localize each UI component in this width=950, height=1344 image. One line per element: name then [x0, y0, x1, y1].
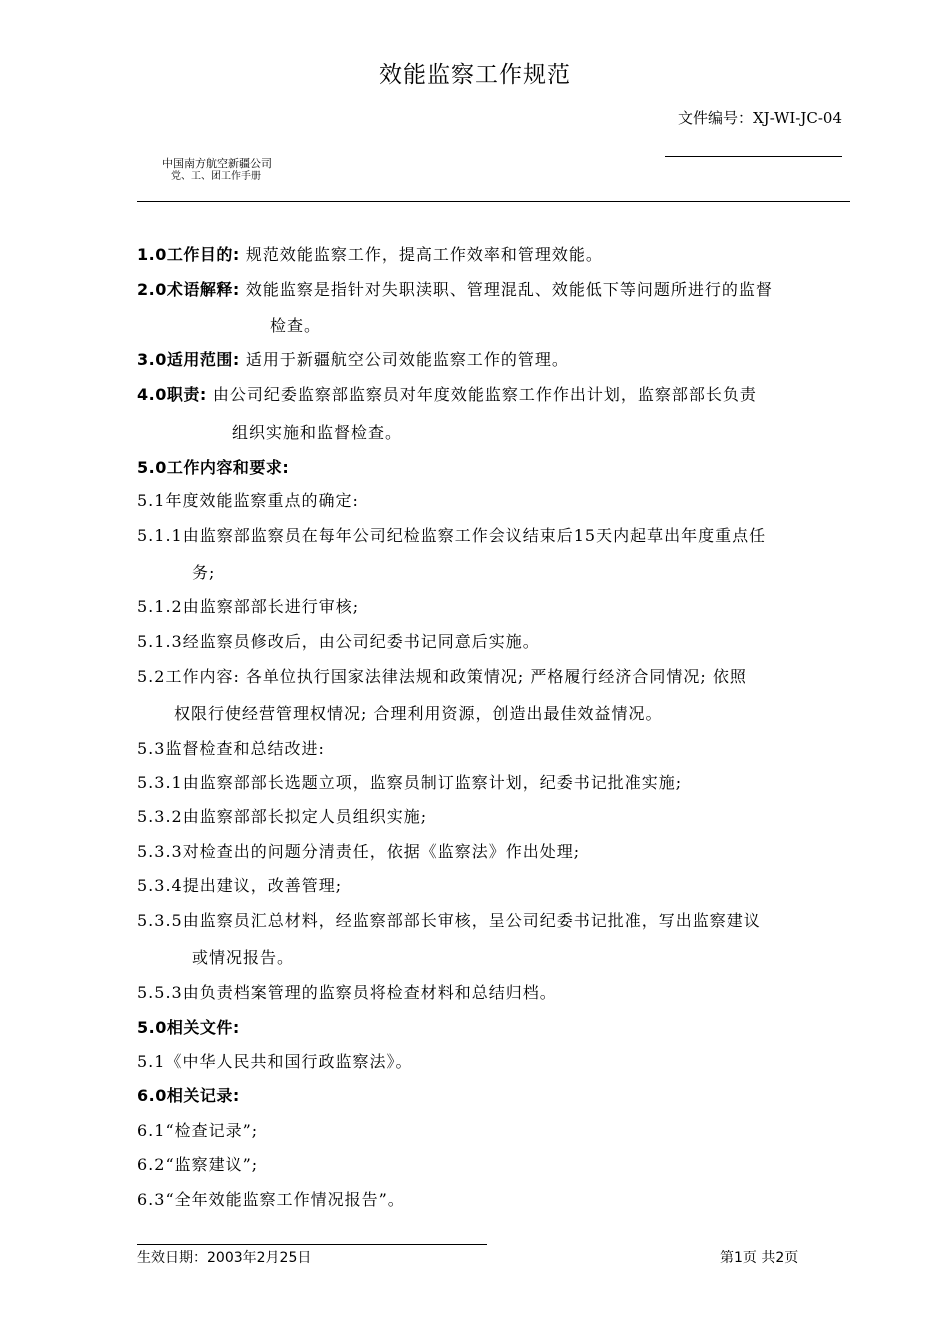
item-5-1-1-cont: 务; [192, 563, 216, 582]
related-record-1: 6.1“检查记录”; [137, 1121, 259, 1140]
section-scope [137, 350, 569, 370]
item-5-1: 5.1年度效能监察重点的确定: [137, 491, 359, 510]
item-5-3-2: 5.3.2由监察部部长拟定人员组织实施; [137, 807, 428, 826]
document-number-label: 文件编号： [677, 109, 753, 127]
related-record-2: 6.2“监察建议”; [137, 1155, 259, 1174]
document-number-underline [665, 156, 842, 157]
section-terms [137, 280, 773, 300]
item-5-2-cont: 权限行使经营管理权情况; 合理利用资源，创造出最佳效益情况。 [174, 704, 663, 723]
item-5-3-1: 5.3.1由监察部部长选题立项，监察员制订监察计划，纪委书记批准实施; [137, 773, 683, 792]
section-duties [137, 385, 757, 405]
item-5-2: 5.2工作内容: 各单位执行国家法律法规和政策情况; 严格履行经济合同情况; 依照 [137, 667, 747, 686]
manual-name: 党、工、团工作手册 [171, 171, 261, 182]
company-name: 中国南方航空新疆公司 [162, 157, 272, 170]
item-5-1-1: 5.1.1由监察部监察员在每年公司纪检监察工作会议结束后15天内起草出年度重点任 [137, 526, 767, 545]
item-5-3-5: 5.3.5由监察员汇总材料，经监察部部长审核，呈公司纪委书记批准，写出监察建议 [137, 911, 761, 930]
document-title: 效能监察工作规范 [379, 62, 571, 88]
section-terms-cont: 检查。 [270, 316, 322, 335]
section-duties-cont: 组织实施和监督检查。 [232, 423, 403, 442]
item-5-1-3: 5.1.3经监察员修改后，由公司纪委书记同意后实施。 [137, 632, 540, 651]
section-purpose [137, 245, 603, 265]
section-related-files-label: 5.0相关文件: [137, 1018, 240, 1037]
footer-divider [137, 1244, 487, 1245]
document-number-value: XJ-WI-JC-04 [753, 109, 842, 127]
section-duties-text: 由公司纪委监察部监察员对年度效能监察工作作出计划，监察部部长负责 [212, 385, 757, 404]
effective-date: 生效日期：2003年2月25日 [137, 1250, 312, 1266]
item-5-1-2: 5.1.2由监察部部长进行审核; [137, 597, 360, 616]
item-5-3-3: 5.3.3对检查出的问题分清责任，依据《监察法》作出处理; [137, 842, 581, 861]
section-terms-label: 2.0术语解释: [137, 280, 240, 299]
section-related-records-label: 6.0相关记录: [137, 1086, 240, 1105]
related-record-3: 6.3“全年效能监察工作情况报告”。 [137, 1190, 405, 1209]
page-info: 第1页 共2页 [720, 1250, 799, 1266]
section-work-content-label: 5.0工作内容和要求: [137, 458, 290, 477]
section-terms-text: 效能监察是指针对失职渎职、管理混乱、效能低下等问题所进行的监督 [245, 280, 773, 299]
section-scope-text: 适用于新疆航空公司效能监察工作的管理。 [245, 350, 569, 369]
item-5-3-5-cont: 或情况报告。 [192, 948, 295, 967]
section-related-files [137, 1018, 240, 1038]
header-divider [137, 201, 850, 202]
related-file-1: 5.1《中华人民共和国行政监察法》。 [137, 1052, 413, 1071]
section-related-records [137, 1086, 240, 1106]
item-5-5-3: 5.5.3由负责档案管理的监察员将检查材料和总结归档。 [137, 983, 557, 1002]
item-5-3: 5.3监督检查和总结改进: [137, 739, 325, 758]
section-purpose-label: 1.0工作目的: [137, 245, 240, 264]
document-number [678, 107, 842, 128]
section-scope-label: 3.0适用范围: [137, 350, 240, 369]
item-5-3-4: 5.3.4提出建议，改善管理; [137, 876, 343, 895]
section-work-content [137, 458, 289, 478]
section-purpose-text: 规范效能监察工作，提高工作效率和管理效能。 [245, 245, 603, 264]
section-duties-label: 4.0职责: [137, 385, 207, 404]
